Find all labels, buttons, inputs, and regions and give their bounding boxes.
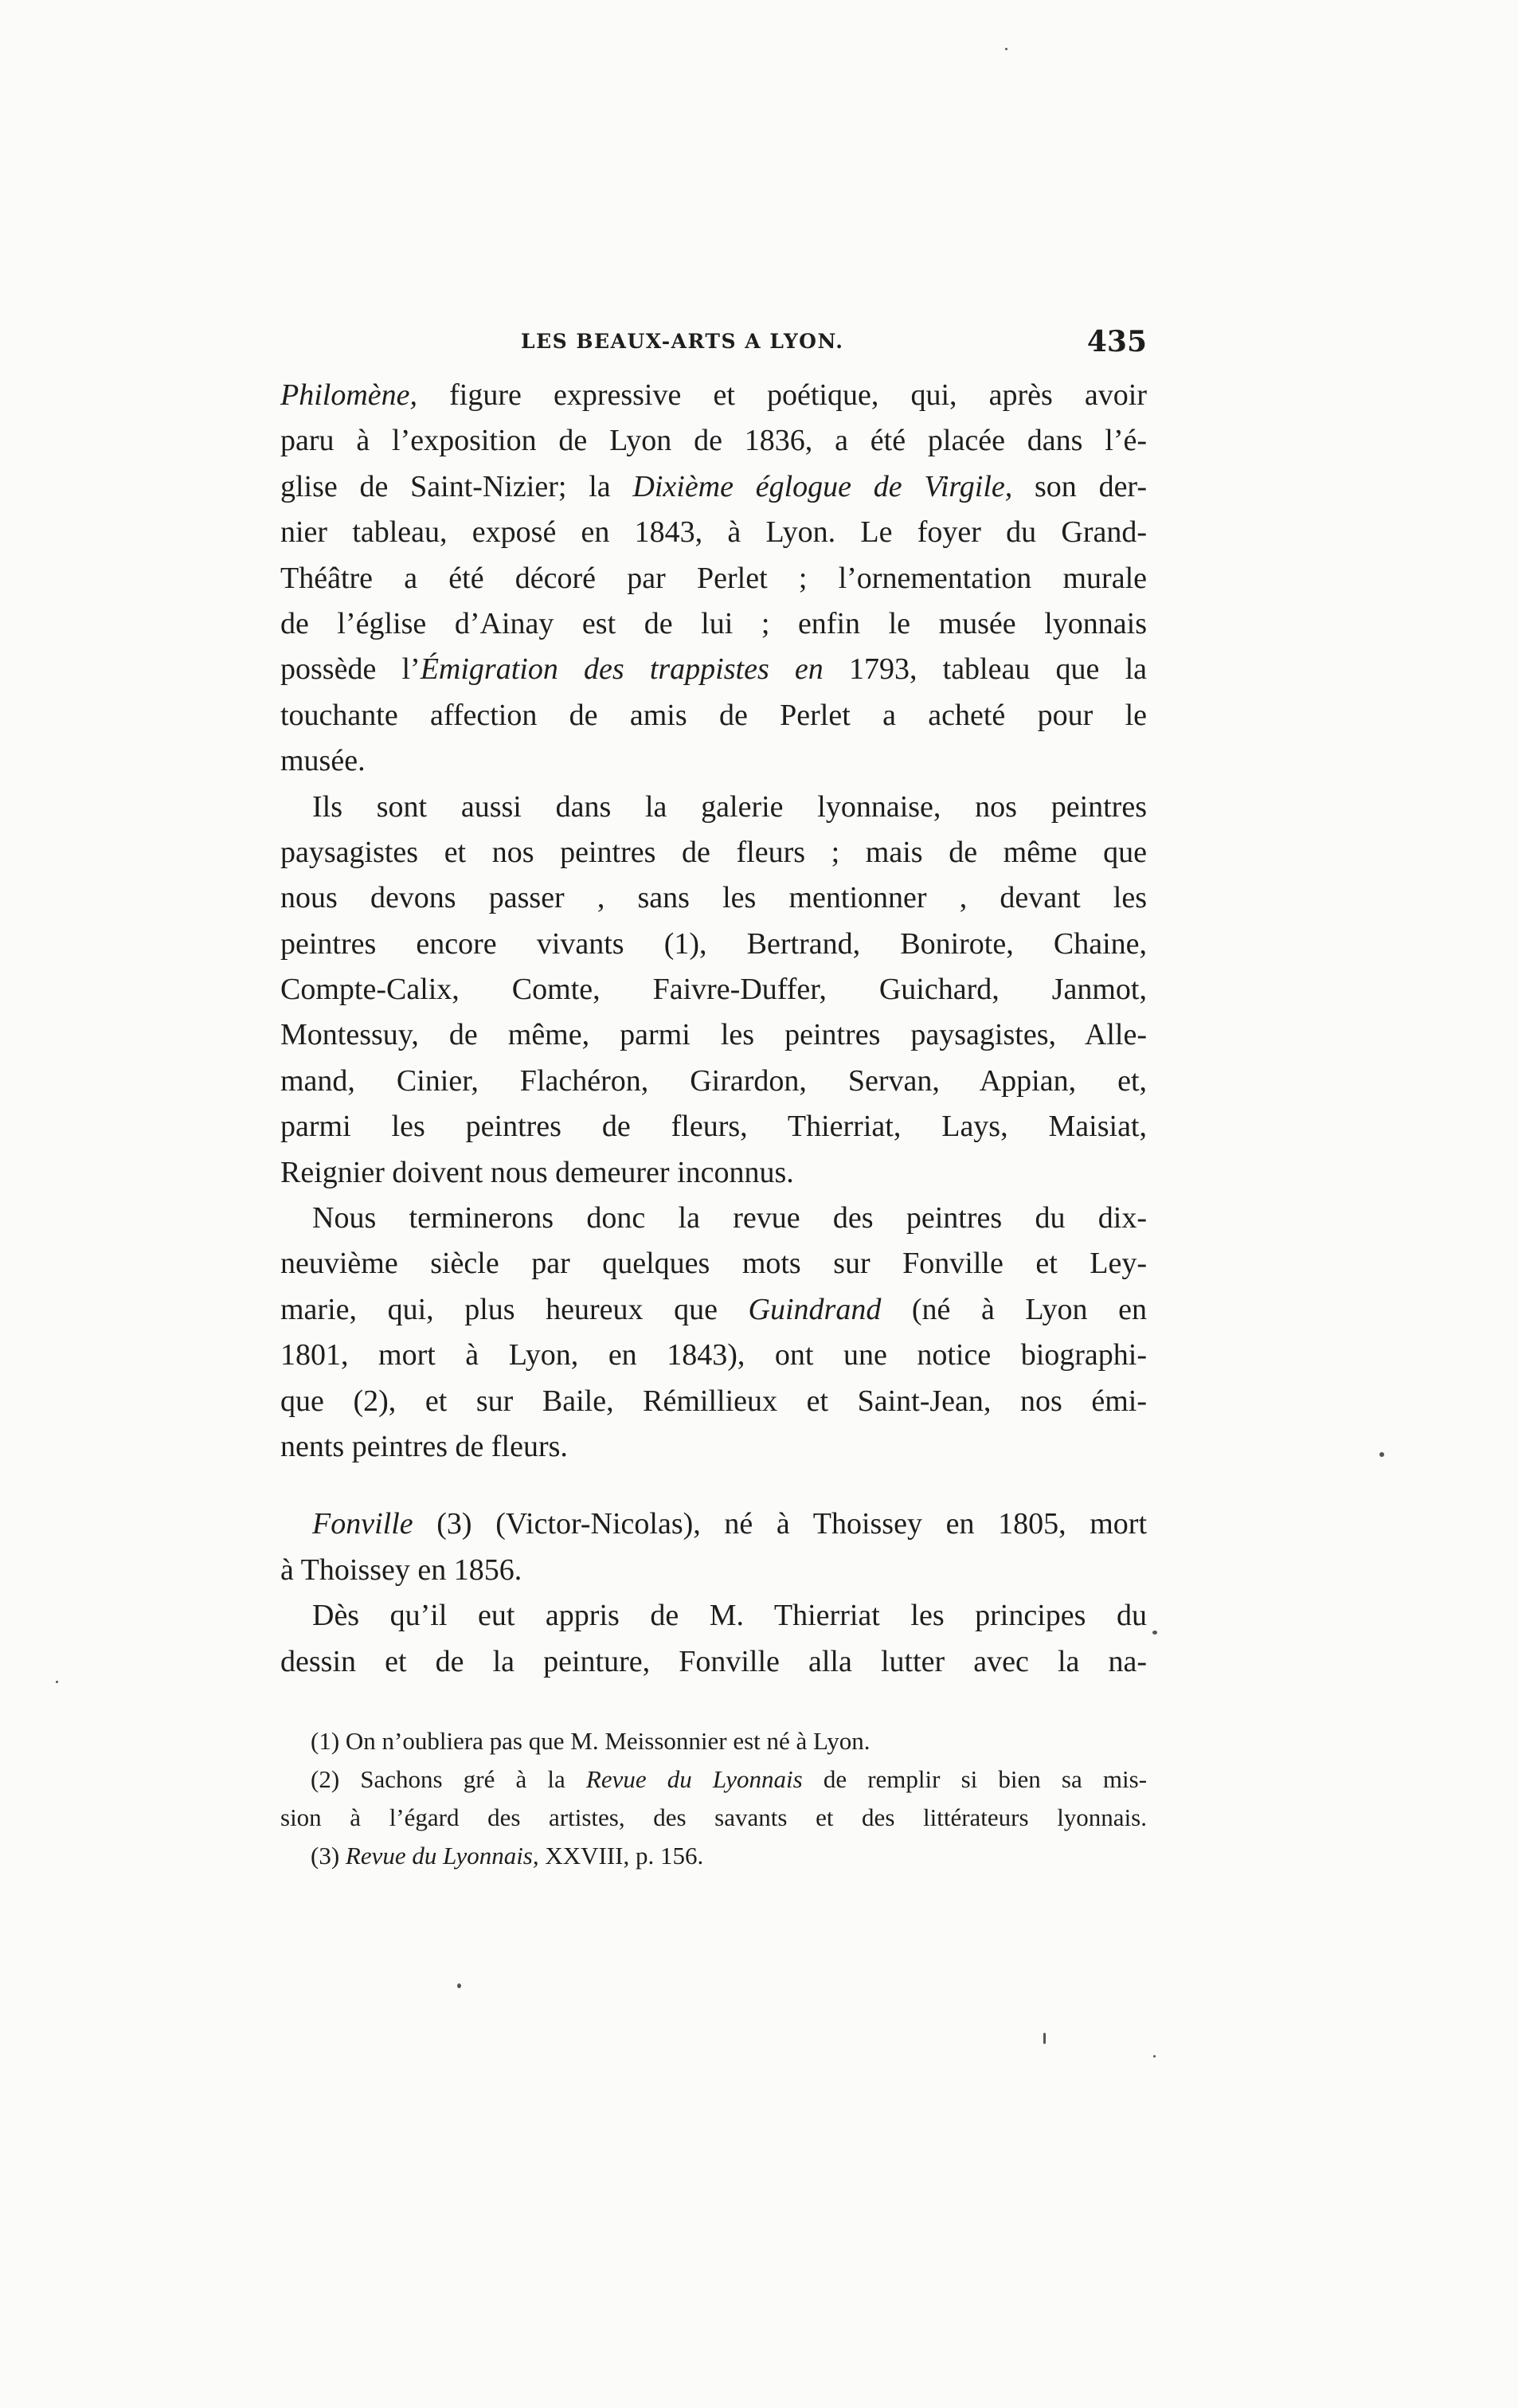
paper-speck <box>1153 2055 1156 2058</box>
footnote-text: (3) <box>311 1842 346 1870</box>
footnote-text: XXVIII, p. 156. <box>538 1842 704 1870</box>
paragraph-fonville-entry <box>280 1502 1147 1593</box>
footnote-text: de remplir si bien sa mis- <box>802 1765 1148 1793</box>
paper-speck <box>457 1983 461 1988</box>
text-line: nier tableau, exposé en 1843, à Lyon. Le foyer du Grand- <box>280 515 1147 550</box>
italic-name: Fonville <box>312 1507 413 1541</box>
main-text <box>280 373 1147 1685</box>
paper-speck <box>1152 1631 1157 1635</box>
text-line: mand, Cinier, Flachéron, Girardon, Servan, Appian, et, <box>280 1063 1147 1098</box>
text-line: que (2), et sur Baile, Rémillieux et Saint-Jean, nos émi- <box>280 1384 1147 1418</box>
text-line: son der- <box>1012 469 1147 503</box>
section-gap <box>280 1470 1147 1502</box>
page-number: 435 <box>1086 325 1147 358</box>
text-line: 1793, tableau que la <box>823 652 1147 687</box>
footnote-3 <box>280 1837 1147 1875</box>
text-line: nous devons passer , sans les mentionner , devant les <box>280 881 1147 915</box>
paper-speck <box>1005 48 1007 50</box>
text-line: 1801, mort à Lyon, en 1843), ont une notice biographi- <box>280 1338 1147 1372</box>
paragraph-fonville-training <box>280 1593 1147 1685</box>
text-line: (3) (Victor-Nicolas), né à Thoissey en 1805, mort <box>413 1507 1147 1541</box>
text-line: possède l’ <box>280 652 421 687</box>
text-line: Ils sont aussi dans la galerie lyonnaise, nos peintres <box>312 789 1147 824</box>
text-line: glise de Saint-Nizier; la <box>280 469 633 503</box>
text-line: touchante affection de amis de Perlet a acheté pour le <box>280 698 1147 732</box>
italic-title: Dixième églogue de Virgile, <box>632 469 1013 503</box>
text-line: marie, qui, plus heureux que <box>280 1292 749 1326</box>
text-line: Montessuy, de même, parmi les peintres paysagistes, Alle- <box>280 1018 1147 1052</box>
footnote-2 <box>280 1760 1147 1799</box>
footnote-2-continued: sion à l’égard des artistes, des savants et des littérateurs lyonnais. <box>280 1803 1147 1831</box>
text-line: Théâtre a été décoré par Perlet ; l’ornementation murale <box>280 561 1147 595</box>
footnotes <box>280 1722 1147 1875</box>
paper-speck <box>1379 1452 1384 1457</box>
italic-title: Émigration des trappistes en <box>420 652 824 687</box>
text-line: neuvième siècle par quelques mots sur Fonville et Ley- <box>280 1247 1147 1281</box>
text-line: Dès qu’il eut appris de M. Thierriat les principes du <box>312 1599 1147 1633</box>
paragraph-philomene <box>280 373 1147 785</box>
text-line: peintres encore vivants (1), Bertrand, Bonirote, Chaine, <box>280 926 1147 961</box>
text-line: figure expressive et poétique, qui, après avoir <box>417 378 1147 412</box>
text-line: à Thoissey en 1856. <box>280 1552 522 1587</box>
paper-speck <box>56 1681 58 1683</box>
italic-title: Revue du Lyonnais <box>585 1765 803 1793</box>
page-header <box>280 325 1147 365</box>
footnote-1: (1) On n’oubliera pas que M. Meissonnier est né à Lyon. <box>311 1727 871 1755</box>
text-line: (né à Lyon en <box>881 1292 1147 1326</box>
footnote-text: (2) Sachons gré à la <box>311 1765 586 1793</box>
italic-title: Revue du Lyonnais, <box>345 1842 539 1870</box>
running-title: LES BEAUX-ARTS A LYON. <box>521 330 844 353</box>
text-line: Nous terminerons donc la revue des peintres du dix- <box>312 1201 1147 1235</box>
text-line: Reignier doivent nous demeurer inconnus. <box>280 1155 794 1189</box>
text-line: nents peintres de fleurs. <box>280 1429 568 1463</box>
text-line: paru à l’exposition de Lyon de 1836, a été placée dans l’é- <box>280 424 1147 458</box>
paragraph-fonville-leymarie <box>280 1196 1147 1470</box>
paragraph-paysagistes <box>280 785 1147 1196</box>
text-line: parmi les peintres de fleurs, Thierriat, Lays, Maisiat, <box>280 1110 1147 1144</box>
italic-title: Philomène, <box>280 378 418 412</box>
text-line: de l’église d’Ainay est de lui ; enfin le musée lyonnais <box>280 606 1147 640</box>
text-line: dessin et de la peinture, Fonville alla lutter avec la na- <box>280 1644 1147 1678</box>
text-line: Compte-Calix, Comte, Faivre-Duffer, Guichard, Janmot, <box>280 973 1147 1007</box>
text-line: paysagistes et nos peintres de fleurs ; mais de même que <box>280 835 1147 869</box>
italic-name: Guindrand <box>748 1292 882 1326</box>
text-line: musée. <box>280 744 366 778</box>
paper-speck <box>1043 2033 1046 2044</box>
